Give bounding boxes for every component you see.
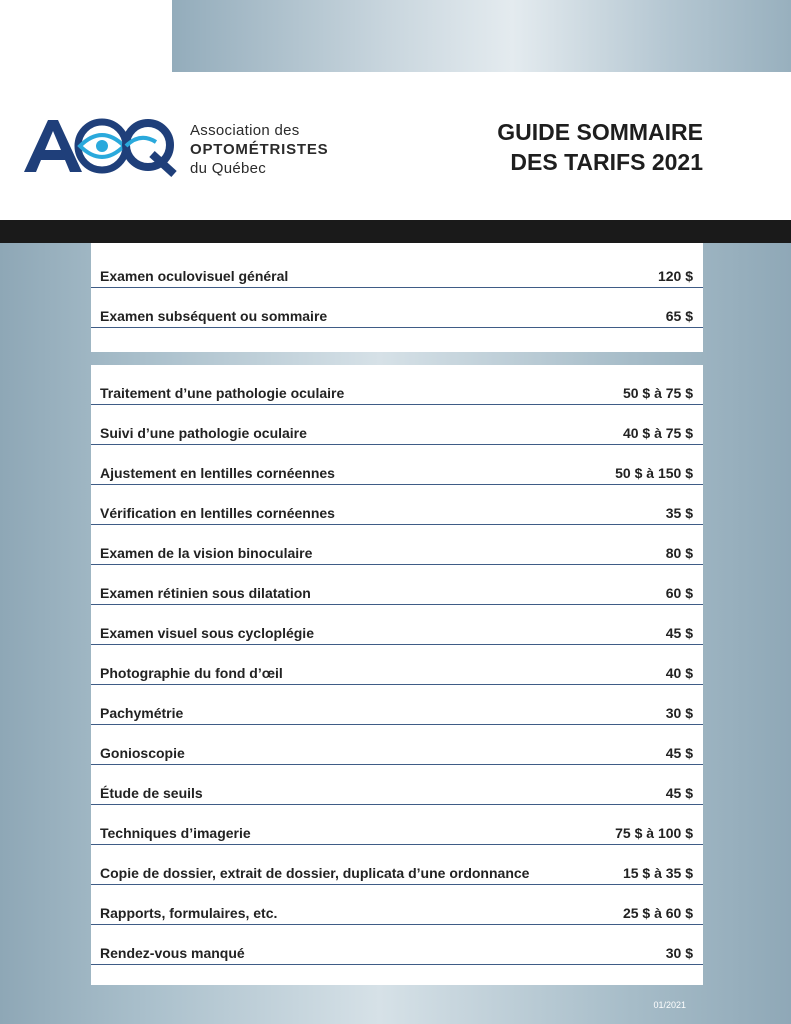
aoq-logo-icon: [22, 114, 177, 178]
fee-price: 30 $: [665, 705, 693, 721]
fee-price: 75 $ à 100 $: [615, 825, 693, 841]
fee-price: 120 $: [657, 268, 693, 284]
fee-row: [91, 445, 703, 485]
fee-row: [91, 765, 703, 805]
fee-price: 45 $: [665, 785, 693, 801]
fee-label: Copie de dossier, extrait de dossier, duplicata d’une ordonnance: [100, 865, 530, 881]
fee-label: Rapports, formulaires, etc.: [100, 905, 278, 921]
fee-price: 60 $: [665, 585, 693, 601]
fee-row: [91, 288, 703, 328]
fee-price: 65 $: [665, 308, 693, 324]
fee-price: 40 $: [665, 665, 693, 681]
decorative-band: [172, 0, 791, 72]
fee-label: Photographie du fond d’œil: [100, 665, 283, 681]
fee-row: [91, 265, 703, 288]
fee-row: [91, 405, 703, 445]
fee-label: Examen subséquent ou sommaire: [100, 308, 328, 324]
fee-row: [91, 805, 703, 845]
fee-price: 35 $: [665, 505, 693, 521]
page-title: [497, 117, 703, 177]
fee-label: Techniques d’imagerie: [100, 825, 251, 841]
fee-label: Rendez-vous manqué: [100, 945, 245, 961]
fee-label: Vérification en lentilles cornéennes: [100, 505, 335, 521]
fee-label: Traitement d’une pathologie oculaire: [100, 385, 345, 401]
fee-label: Pachymétrie: [100, 705, 184, 721]
title-line1: GUIDE SOMMAIRE: [497, 119, 703, 145]
fee-row: [91, 885, 703, 925]
fee-label: Examen de la vision binoculaire: [100, 545, 313, 561]
fee-row: [91, 925, 703, 965]
fee-label: Gonioscopie: [100, 745, 185, 761]
association-line2: OPTOMÉTRISTES: [190, 141, 329, 158]
fee-price: 50 $ à 150 $: [615, 465, 693, 481]
fees-section-1: [91, 243, 703, 352]
association-line3: du Québec: [190, 160, 267, 177]
fee-row: [91, 685, 703, 725]
fee-row: [91, 845, 703, 885]
fee-row: [91, 382, 703, 405]
fee-row: [91, 645, 703, 685]
fee-price: 15 $ à 35 $: [622, 865, 693, 881]
fee-label: Examen visuel sous cycloplégie: [100, 625, 314, 641]
fee-label: Étude de seuils: [100, 785, 203, 801]
fees-section-2: [91, 365, 703, 985]
fee-price: 45 $: [665, 625, 693, 641]
divider-bar: [0, 220, 791, 243]
footer-date: 01/2021: [653, 1000, 686, 1010]
fee-price: 30 $: [665, 945, 693, 961]
association-line1: Association des: [190, 122, 300, 139]
fee-row: [91, 485, 703, 525]
fee-row: [91, 725, 703, 765]
fee-row: [91, 525, 703, 565]
fee-label: Examen oculovisuel général: [100, 268, 289, 284]
fee-row: [91, 565, 703, 605]
fee-row: [91, 605, 703, 645]
fee-price: 25 $ à 60 $: [622, 905, 693, 921]
fee-price: 80 $: [665, 545, 693, 561]
fee-price: 40 $ à 75 $: [622, 425, 693, 441]
fee-label: Examen rétinien sous dilatation: [100, 585, 311, 601]
fee-price: 50 $ à 75 $: [622, 385, 693, 401]
fee-label: Suivi d’une pathologie oculaire: [100, 425, 307, 441]
fee-label: Ajustement en lentilles cornéennes: [100, 465, 335, 481]
fee-price: 45 $: [665, 745, 693, 761]
association-name: [190, 121, 328, 178]
title-line2: DES TARIFS 2021: [510, 149, 703, 175]
